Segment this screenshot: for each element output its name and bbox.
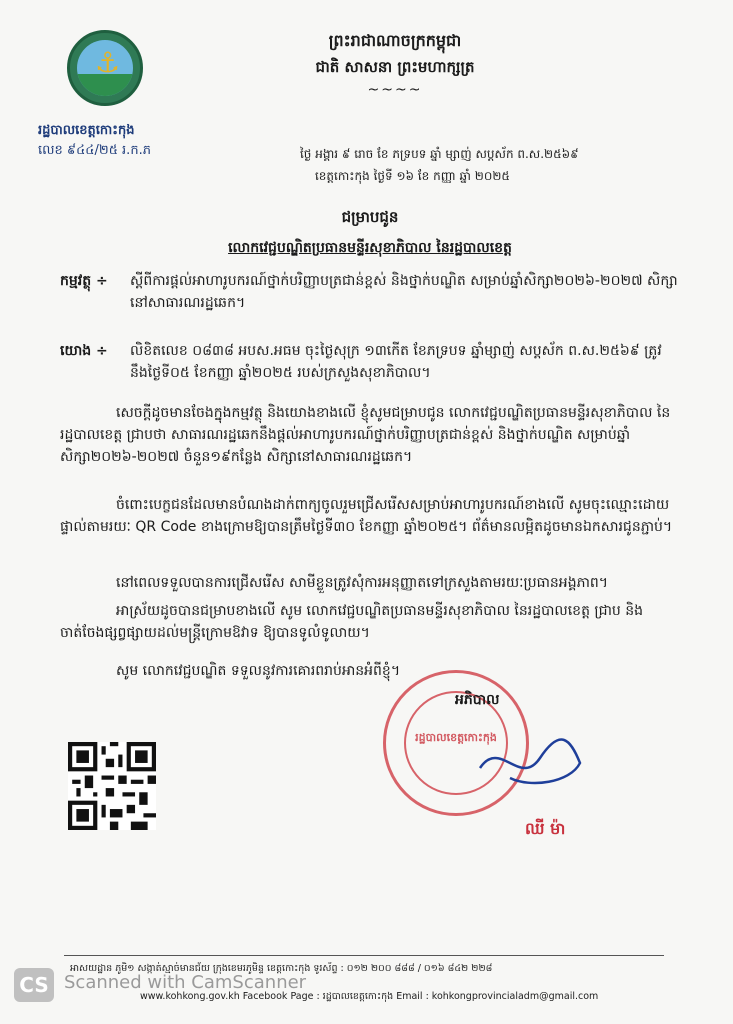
footer-address: អាសយដ្ឋាន ភូមិ១ សង្កាត់ស្មាច់មានជ័យ ក្រុងខេមរភូមិន្ទ ខេត្តកោះកុង ទូរស័ព្ទ : ០១២ ២០០ ៨៨៨ / ០១៦ ៨៤២ ២២៨	[70, 963, 493, 974]
subject-text: ស្តីពីការផ្តល់អាហារូបករណ៍ថ្នាក់បរិញ្ញាបត្រជាន់ខ្ពស់ និងថ្នាក់បណ្ឌិត សម្រាប់ឆ្នាំសិក្សា២០២៦-២០២៧ សិក្សានៅសាធារណរដ្ឋឆេក។	[130, 273, 678, 311]
subject-label: កម្មវត្ថុ ÷	[60, 273, 108, 289]
solar-date: ខេត្តកោះកុង ថ្ងៃទី ១៦ ខែ កញ្ញា ឆ្នាំ ២០២៥	[315, 169, 510, 183]
body-paragraph-5: សូម លោកវេជ្ជបណ្ឌិត ទទួលនូវការគោរពរាប់អានអំពីខ្ញុំ។	[116, 663, 401, 679]
reference-text: លិខិតលេខ ០៨៣៨ អបស.អធម ចុះថ្ងៃសុក្រ ១៣កើត ខែភទ្របទ ឆ្នាំម្សាញ់ សប្តស័ក ព.ស.២៥៦៩ ត្រូវនឹងថ្ងៃទី០៥ ខែកញ្ញា ឆ្នាំ២០២៥ របស់ក្រសួងសុខាភិបាល។	[130, 343, 662, 381]
reference-number: លេខ ៩៤៤/២៥ រ.ក.ភ	[38, 143, 151, 158]
anchor-icon: ⚓	[95, 46, 121, 79]
motto-divider: ~~~~	[367, 82, 423, 98]
lunar-date: ថ្ងៃ អង្គារ ៩ រោច ខែ ភទ្របទ ឆ្នាំ ម្សាញ់ សប្តស័ក ព.ស.២៥៦៩	[300, 147, 579, 161]
handwritten-signature	[470, 728, 590, 798]
body-paragraph-4: អាស្រ័យដូចបានជម្រាបខាងលើ សូម លោកវេជ្ជបណ្ឌិតប្រធានមន្ទីរសុខាភិបាល នៃរដ្ឋបាលខេត្ត ជ្រាប និងចាត់ចែងផ្សព្វផ្សាយដល់មន្ត្រីក្រោមឱវាទ ឱ្យបានទូលំទូលាយ។	[60, 603, 644, 641]
signatory-role: អភិបាល	[455, 692, 500, 708]
provincial-logo	[67, 30, 143, 106]
camscanner-badge: CS	[14, 968, 54, 1002]
camscanner-watermark: Scanned with CamScanner	[64, 972, 307, 993]
notice-heading: ជម្រាបជូន	[341, 208, 399, 226]
notice-addressee: លោកវេជ្ជបណ្ឌិតប្រធានមន្ទីរសុខាភិបាល នៃរដ្ឋបាលខេត្ត	[228, 240, 512, 256]
seal-lettering: រដ្ឋបាលខេត្តកោះកុង	[415, 731, 497, 744]
qr-code[interactable]	[68, 742, 156, 830]
signatory-name: ឈី ម៉ា	[525, 819, 566, 838]
national-motto: ជាតិ សាសនា ព្រះមហាក្សត្រ	[315, 58, 475, 76]
footer-web[interactable]: www.kohkong.gov.kh Facebook Page : រដ្ឋបាលខេត្តកោះកុង Email : kohkongprovincialadm@gmail.com	[140, 991, 599, 1002]
body-paragraph-3: នៅពេលទទួលបានការជ្រើសរើស សាមីខ្លួនត្រូវសុំការអនុញ្ញាតទៅក្រសួងតាមរយៈប្រធានអង្គភាព។	[116, 575, 609, 591]
body-paragraph-2: ចំពោះបេក្ខជនដែលមានបំណងដាក់ពាក្យចូលរួមជ្រើសរើសសម្រាប់អាហារូបករណ៍ខាងលើ សូមចុះឈ្មោះដោយផ្ទាល់តាមរយៈ QR Code ខាងក្រោមឱ្យបានត្រឹមថ្ងៃទី៣០ ខែកញ្ញា ឆ្នាំ២០២៥។ ព័ត៌មានលម្អិតដូចមានឯកសារជូនភ្ជាប់។	[60, 497, 673, 535]
issuer-name: រដ្ឋបាលខេត្តកោះកុង	[38, 123, 135, 138]
footer-divider	[64, 955, 664, 956]
kingdom-title: ព្រះរាជាណាចក្រកម្ពុជា	[328, 31, 462, 50]
body-paragraph-1: សេចក្តីដូចមានចែងក្នុងកម្មវត្ថុ និងយោងខាងលើ ខ្ញុំសូមជម្រាបជូន លោកវេជ្ជបណ្ឌិតប្រធានមន្ទីរសុខាភិបាល នៃរដ្ឋបាលខេត្ត ជ្រាបថា សាធារណរដ្ឋឆេកនឹងផ្តល់អាហារូបករណ៍ថ្នាក់បរិញ្ញាបត្រជាន់ខ្ពស់ និងថ្នាក់បណ្ឌិត សម្រាប់ឆ្នាំសិក្សា២០២៦-២០២៧ ចំនួន១៩កន្លែង សិក្សានៅសាធារណរដ្ឋឆេក។	[60, 405, 671, 465]
reference-label: យោង ÷	[60, 343, 108, 359]
